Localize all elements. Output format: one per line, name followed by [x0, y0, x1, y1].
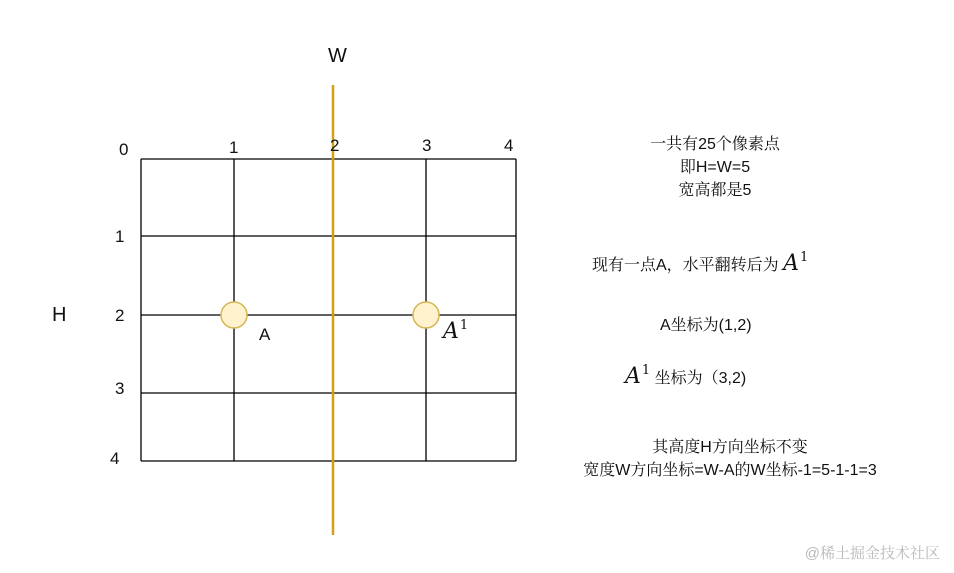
note-a-coordinate: A坐标为(1,2) — [660, 317, 752, 334]
note-rule: 其高度H方向坐标不变 宽度W方向坐标=W-A的W坐标-1=5-1-1=3 — [583, 439, 877, 479]
row-number-3: 3 — [115, 379, 125, 398]
point-a-label: A — [259, 325, 271, 344]
pixel-grid — [141, 159, 516, 461]
column-number-4: 4 — [504, 136, 514, 155]
column-number-2: 2 — [330, 136, 340, 155]
point-a1-label: $A^1$ — [443, 318, 469, 344]
watermark: @稀土掘金技术社区 — [804, 545, 940, 562]
note-flip: 现有一点A，水平翻转后为 $A^1$ — [592, 250, 809, 276]
point-a-marker — [221, 302, 247, 328]
column-number-0: 0 — [119, 140, 129, 159]
row-number-1: 1 — [115, 227, 125, 246]
axis-label-h: H — [52, 304, 67, 326]
column-number-3: 3 — [422, 136, 432, 155]
row-number-2: 2 — [115, 306, 125, 325]
note-a1-coordinate: $A^1$ 坐标为（3,2) — [625, 363, 747, 389]
column-number-1: 1 — [229, 138, 239, 157]
note-intro: 一共有25个像素点 即H=W=5 宽高都是5 — [650, 136, 780, 199]
axis-label-w: W — [328, 45, 347, 67]
point-a1-marker — [413, 302, 439, 328]
row-number-4: 4 — [110, 449, 120, 468]
